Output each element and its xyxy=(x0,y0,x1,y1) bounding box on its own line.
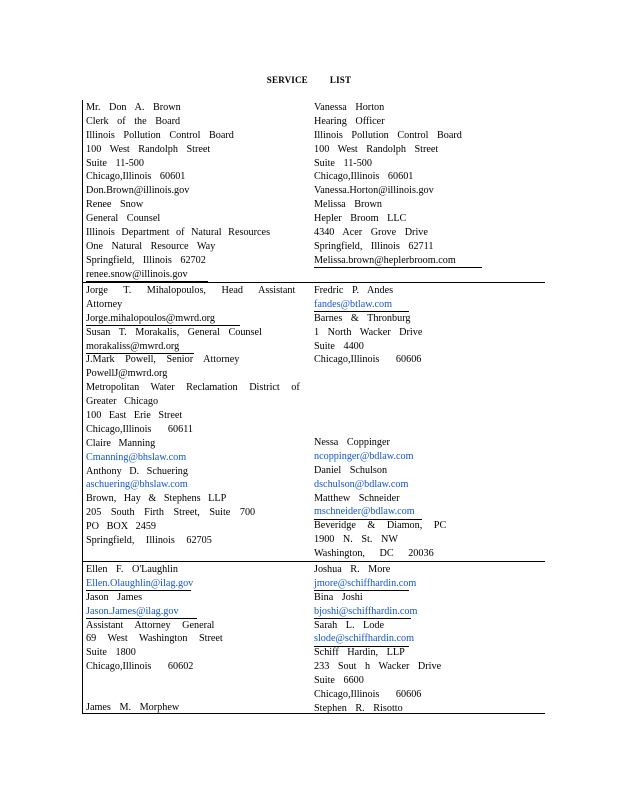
row-divider-2 xyxy=(82,561,545,562)
contact-name: Fredric P. Andes xyxy=(314,285,394,296)
contact-email-link[interactable]: dschulson@bdlaw.com xyxy=(314,478,409,490)
contact-email-link[interactable]: bjoshi@schiffhardin.com xyxy=(314,606,411,620)
page-title xyxy=(0,75,618,85)
contact-org: Greater Chicago xyxy=(86,396,159,408)
contact-org: Barnes & Thronburg xyxy=(314,312,411,324)
contact-street: 100 West Randolph Street xyxy=(314,143,439,155)
contact-title: Attorney xyxy=(86,298,123,310)
contact-email-link[interactable]: Cmanning@bhslaw.com xyxy=(86,451,187,463)
contact-city: Chicago,Illinois 60602 xyxy=(86,661,194,673)
contact-city: Chicago,Illinois 60611 xyxy=(86,423,194,435)
contact-city: Chicago,Illinois 60606 xyxy=(314,354,422,366)
contact-block-right-2a xyxy=(314,284,542,367)
contact-name: Renee Snow xyxy=(86,199,144,211)
contact-title: Hearing Officer xyxy=(314,115,385,127)
contact-street: 1900 N. St. NW xyxy=(314,534,398,546)
contact-suite: Suite 1800 xyxy=(86,647,136,659)
contact-block-right-3 xyxy=(314,563,542,716)
contact-street: 205 South Firth Street, Suite 700 xyxy=(86,507,256,519)
contact-suite: Suite 11-500 xyxy=(314,157,372,169)
contact-org: Hepler Broom LLC xyxy=(314,213,407,225)
contact-pobox: PO BOX 2459 xyxy=(86,521,157,533)
contact-org: Illinois Department of Natural Resources xyxy=(86,227,271,239)
contact-email-link[interactable]: slode@schiffhardin.com xyxy=(314,633,409,647)
contact-name: James M. Morphew xyxy=(86,702,180,713)
contact-email[interactable]: Jorge.mihalopoulos@mwrd.org xyxy=(86,313,240,327)
contact-email[interactable]: morakaliss@mwrd.org xyxy=(86,341,194,355)
contact-org: Beveridge & Diamon, PC xyxy=(314,520,447,532)
contact-email-link[interactable]: ncoppinger@bdlaw.com xyxy=(314,450,414,462)
contact-email-link[interactable]: Jason.James@ilag.gov xyxy=(86,606,197,620)
table-left-border xyxy=(82,100,83,714)
contact-email-link[interactable]: mschneider@bdlaw.com xyxy=(314,506,422,520)
contact-suite: Suite 4400 xyxy=(314,340,364,352)
contact-email: Vanessa.Horton@illinois.gov xyxy=(314,185,434,197)
contact-street: 233 Sout h Wacker Drive xyxy=(314,661,442,673)
contact-name: Claire Manning xyxy=(86,437,156,449)
contact-email-link[interactable]: jmore@schiffhardin.com xyxy=(314,578,409,592)
contact-name: Susan T. Morakalis, General Counsel xyxy=(86,326,262,338)
contact-org: Metropolitan Water Reclamation District of xyxy=(86,382,300,394)
title-word-list: LIST xyxy=(329,75,352,85)
contact-email-link[interactable]: Ellen.Olaughlin@ilag.gov xyxy=(86,578,191,592)
contact-block-right-1 xyxy=(314,101,542,268)
contact-name: Mr. Don A. Brown xyxy=(86,102,181,113)
contact-name: Anthony D. Schuering xyxy=(86,465,188,477)
contact-street: 100 West Randolph Street xyxy=(86,143,211,155)
contact-name: Jason James xyxy=(86,591,143,603)
contact-street: 1 North Wacker Drive xyxy=(314,326,423,338)
contact-city: Chicago,Illinois 60601 xyxy=(86,171,186,183)
contact-block-left-2 xyxy=(86,284,306,548)
contact-org: Brown, Hay & Stephens LLP xyxy=(86,493,227,505)
contact-city: Chicago,Illinois 60606 xyxy=(314,689,422,701)
contact-name: Vanessa Horton xyxy=(314,102,385,113)
contact-name: Matthew Schneider xyxy=(314,492,400,504)
contact-name: Melissa Brown xyxy=(314,199,382,211)
contact-name-last xyxy=(86,701,306,715)
contact-street: 4340 Acer Grove Drive xyxy=(314,227,428,239)
contact-name: Ellen F. O'Laughlin xyxy=(86,564,178,575)
contact-city: Springfield, Illinois 62711 xyxy=(314,240,434,252)
contact-street: One Natural Resource Way xyxy=(86,240,216,252)
contact-name: Stephen R. Risotto xyxy=(314,702,403,714)
contact-name: Sarah L. Lode xyxy=(314,619,384,631)
contact-email[interactable]: renee.snow@illinois.gov xyxy=(86,269,208,283)
contact-name: Jorge T. Mihalopoulos, Head Assistant xyxy=(86,285,296,296)
contact-name: Nessa Coppinger xyxy=(314,437,390,448)
contact-title: General Counsel xyxy=(86,213,161,225)
contact-city: Springfield, Illinois 62702 xyxy=(86,254,206,266)
contact-email: Don.Brown@illinois.gov xyxy=(86,185,190,197)
contact-block-right-2b xyxy=(314,436,542,561)
contact-street: 69 West Washington Street xyxy=(86,633,223,645)
contact-email[interactable]: Melissa.brown@heplerbroom.com xyxy=(314,255,482,269)
contact-name: Daniel Schulson xyxy=(314,464,388,476)
contact-email: PowellJ@mwrd.org xyxy=(86,368,168,380)
contact-suite: Suite 11-500 xyxy=(86,157,144,169)
contact-name: Bina Joshi xyxy=(314,591,363,603)
contact-name: J.Mark Powell, Senior Attorney xyxy=(86,354,240,366)
contact-org: Illinois Pollution Control Board xyxy=(314,129,462,141)
contact-city: Chicago,Illinois 60601 xyxy=(314,171,414,183)
contact-email-link[interactable]: aschuering@bhslaw.com xyxy=(86,479,188,491)
contact-email-link[interactable]: fandes@btlaw.com xyxy=(314,299,409,313)
contact-title: Assistant Attorney General xyxy=(86,619,215,631)
title-word-service: SERVICE xyxy=(266,75,308,85)
contact-title: Clerk of the Board xyxy=(86,115,181,127)
contact-block-left-1 xyxy=(86,101,306,282)
contact-name: Joshua R. More xyxy=(314,564,391,575)
contact-org: Schiff Hardin, LLP xyxy=(314,647,405,659)
contact-block-left-3 xyxy=(86,563,306,674)
contact-suite: Suite 6600 xyxy=(314,675,364,687)
contact-city: Washington, DC 20036 xyxy=(314,548,434,560)
contact-street: 100 East Erie Street xyxy=(86,410,183,422)
contact-org: Illinois Pollution Control Board xyxy=(86,129,234,141)
contact-city: Springfield, Illinois 62705 xyxy=(86,535,212,547)
